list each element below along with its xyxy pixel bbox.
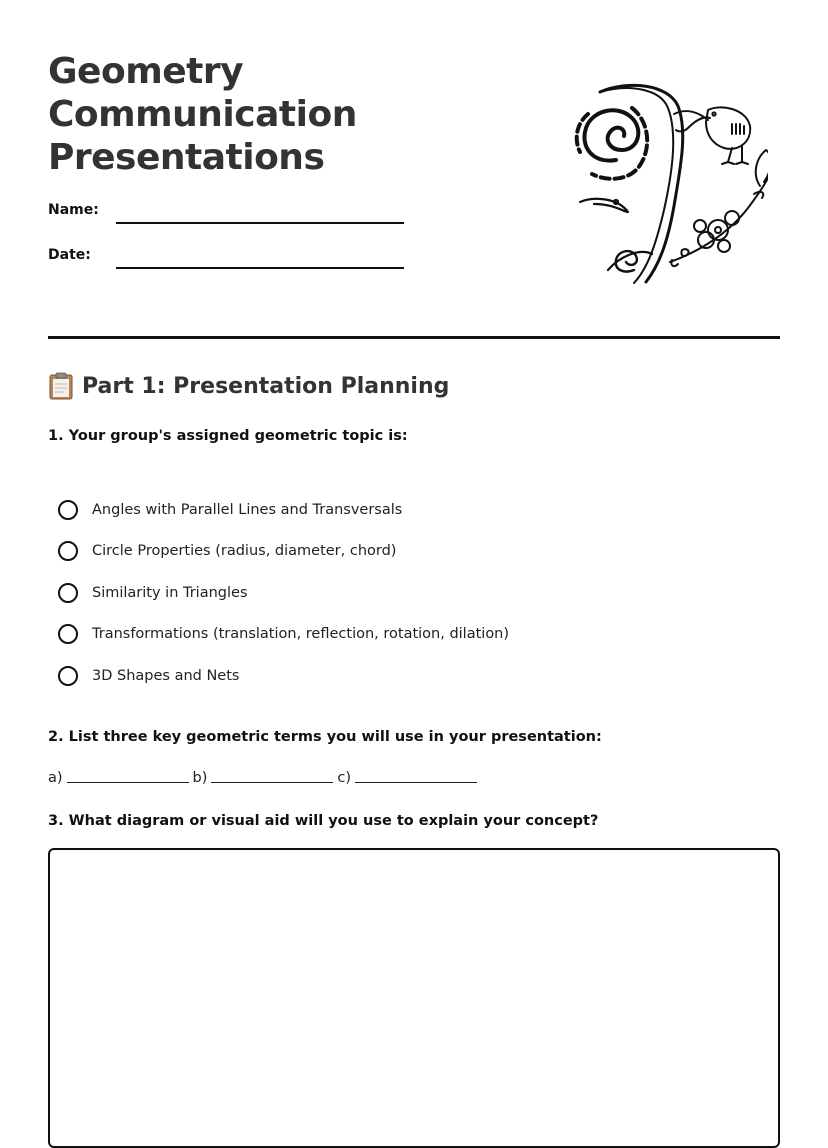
topic-option-similarity[interactable] xyxy=(58,572,509,614)
term-b-field[interactable] xyxy=(211,782,333,783)
radio-button[interactable] xyxy=(58,583,78,603)
radio-button[interactable] xyxy=(58,624,78,644)
radio-button[interactable] xyxy=(58,500,78,520)
worksheet-page xyxy=(48,0,780,1118)
kiwi-bird xyxy=(674,107,750,164)
name-field[interactable] xyxy=(116,222,404,224)
question-2: 2. List three key geometric terms you will use in your presentation: xyxy=(48,729,602,745)
term-c-label: c) xyxy=(337,770,352,786)
visual-aid-answer-box[interactable] xyxy=(48,848,780,1148)
koru-spiral xyxy=(577,108,647,179)
question-1: 1. Your group's assigned geometric topic is: xyxy=(48,428,408,444)
date-label: Date: xyxy=(48,247,91,263)
option-label: Angles with Parallel Lines and Transversals xyxy=(92,501,403,518)
topic-option-circles[interactable] xyxy=(58,531,509,573)
topic-option-angles[interactable] xyxy=(58,489,509,531)
page-title xyxy=(48,50,357,179)
option-label: Similarity in Triangles xyxy=(92,584,248,601)
option-label: Circle Properties (radius, diameter, chord) xyxy=(92,543,397,560)
section-divider xyxy=(48,336,780,339)
part1-heading xyxy=(48,372,449,400)
term-a-label: a) xyxy=(48,770,63,786)
term-c-field[interactable] xyxy=(355,782,477,783)
flower-branch xyxy=(670,150,768,266)
title-line-1: Geometry xyxy=(48,51,244,92)
option-label: 3D Shapes and Nets xyxy=(92,667,240,684)
clipboard-icon xyxy=(48,372,74,400)
title-line-3: Presentations xyxy=(48,137,325,178)
option-label: Transformations (translation, reflection, rotation, dilation) xyxy=(92,626,510,643)
topic-options xyxy=(58,489,509,697)
question-3: 3. What diagram or visual aid will you use to explain your concept? xyxy=(48,813,599,829)
date-field[interactable] xyxy=(116,267,404,269)
radio-button[interactable] xyxy=(58,666,78,686)
koru-kiwi-illustration-icon xyxy=(528,78,768,290)
term-b-label: b) xyxy=(192,770,208,786)
terms-row xyxy=(48,770,481,786)
radio-button[interactable] xyxy=(58,541,78,561)
topic-option-transformations[interactable] xyxy=(58,614,509,656)
topic-option-3d-shapes[interactable] xyxy=(58,655,509,697)
term-a-field[interactable] xyxy=(67,782,189,783)
name-label: Name: xyxy=(48,202,99,218)
part1-heading-text: Part 1: Presentation Planning xyxy=(82,373,450,399)
title-line-2: Communication xyxy=(48,94,357,135)
